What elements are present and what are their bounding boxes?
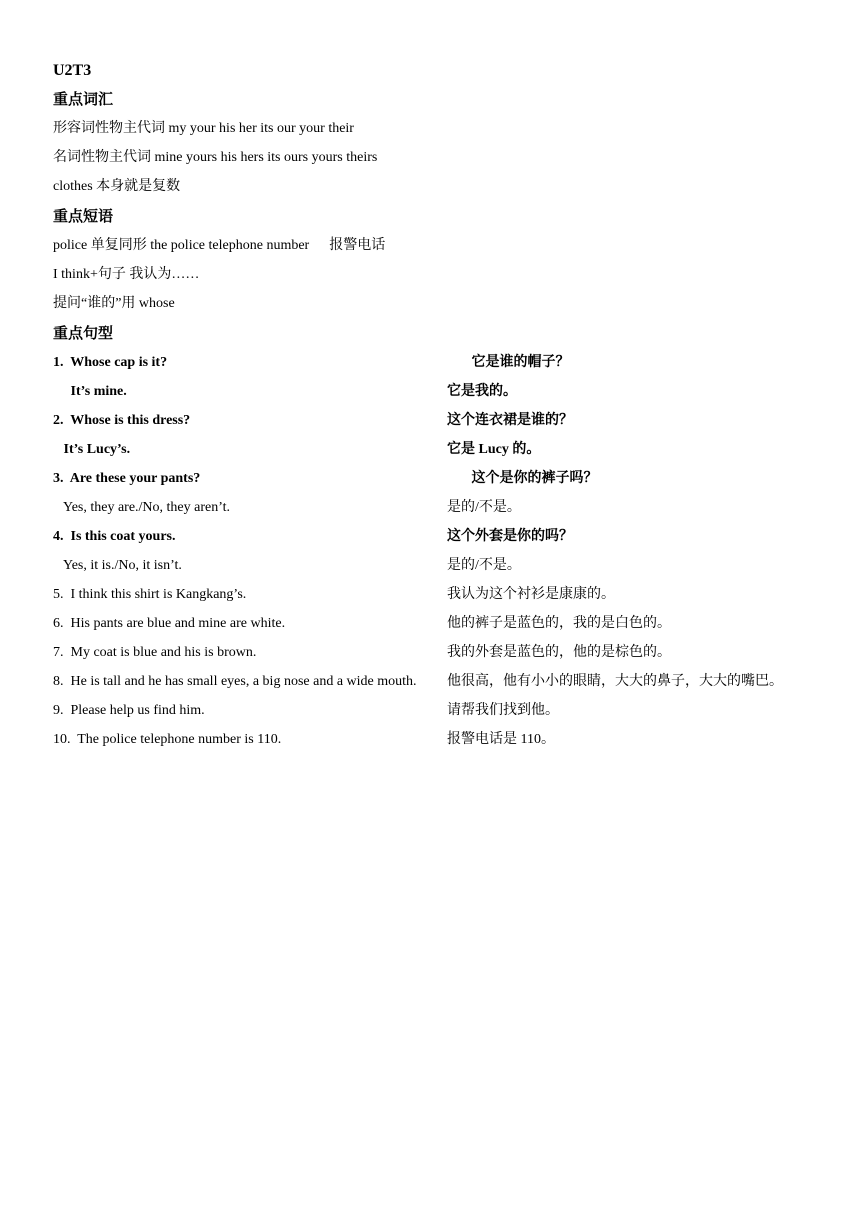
phrases-heading: 重点短语 <box>53 207 114 225</box>
sentence-row <box>53 348 833 377</box>
sentence-english: 10. The police telephone number is 110. <box>53 732 282 747</box>
vocab-heading: 重点词汇 <box>53 90 114 108</box>
sentence-row <box>53 580 833 609</box>
sentence-chinese: 它是 Lucy 的。 <box>447 442 541 457</box>
vocab-line-2: 名词性物主代词 mine yours his hers its ours yours theirs <box>53 150 378 165</box>
sentence-chinese: 它是我的。 <box>447 384 517 399</box>
sentence-chinese: 我的外套是蓝色的，他的是棕色的。 <box>447 645 671 660</box>
sentence-row <box>53 667 833 696</box>
sentence-english: 9. Please help us find him. <box>53 703 205 718</box>
sentence-chinese: 是的/不是。 <box>447 558 521 573</box>
sentence-english: 1. Whose cap is it? <box>53 355 168 370</box>
sentence-english: 7. My coat is blue and his is brown. <box>53 645 257 660</box>
sentence-chinese: 报警电话是 110。 <box>447 732 555 747</box>
sentences-heading: 重点句型 <box>53 324 114 342</box>
sentence-english: 2. Whose is this dress? <box>53 413 191 428</box>
sentence-list <box>53 348 833 754</box>
sentence-chinese: 这个外套是你的吗？ <box>447 529 573 544</box>
doc-title: U2T3 <box>53 62 92 79</box>
sentence-row <box>53 435 833 464</box>
sentence-chinese: 它是谁的帽子？ <box>447 355 570 370</box>
sentence-english: 8. He is tall and he has small eyes, a big nose and a wide mouth. <box>53 674 417 689</box>
sentence-row <box>53 696 833 725</box>
sentence-chinese: 这个是你的裤子吗？ <box>447 471 598 486</box>
sentence-english: 5. I think this shirt is Kangkang’s. <box>53 587 247 602</box>
sentence-chinese: 我认为这个衬衫是康康的。 <box>447 587 615 602</box>
vocab-line-1: 形容词性物主代词 my your his her its our your their <box>53 121 354 136</box>
sentence-english: Yes, it is./No, it isn’t. <box>53 558 182 573</box>
phrase-line-1 <box>53 231 833 260</box>
sentence-row <box>53 638 833 667</box>
sentence-row <box>53 609 833 638</box>
sentence-english: 3. Are these your pants? <box>53 471 201 486</box>
sentence-row <box>53 406 833 435</box>
sentence-chinese: 这个连衣裙是谁的？ <box>447 413 573 428</box>
sentence-english: 6. His pants are blue and mine are white. <box>53 616 286 631</box>
phrase-line-3: 提问“谁的”用 whose <box>53 296 175 311</box>
document-page <box>53 58 833 754</box>
sentence-chinese: 他很高，他有小小的眼睛，大大的鼻子，大大的嘴巴。 <box>447 674 783 689</box>
sentence-chinese: 是的/不是。 <box>447 500 521 515</box>
phrase-line-2: I think+句子 我认为…… <box>53 267 200 282</box>
sentence-row <box>53 464 833 493</box>
sentence-english: Yes, they are./No, they aren’t. <box>53 500 231 515</box>
vocab-line-3: clothes 本身就是复数 <box>53 179 181 194</box>
sentence-row <box>53 377 833 406</box>
sentence-chinese: 他的裤子是蓝色的，我的是白色的。 <box>447 616 671 631</box>
sentence-chinese: 请帮我们找到他。 <box>447 703 559 718</box>
sentence-row <box>53 725 833 754</box>
sentence-english: It’s mine. <box>53 384 127 399</box>
sentence-row <box>53 551 833 580</box>
sentence-row <box>53 493 833 522</box>
phrase-1-text: police 单复同形 the police telephone number <box>53 238 310 253</box>
phrase-1-meaning: 报警电话 <box>329 238 386 253</box>
sentence-english: 4. Is this coat yours. <box>53 529 176 544</box>
sentence-row <box>53 522 833 551</box>
sentence-english: It’s Lucy’s. <box>53 442 131 457</box>
